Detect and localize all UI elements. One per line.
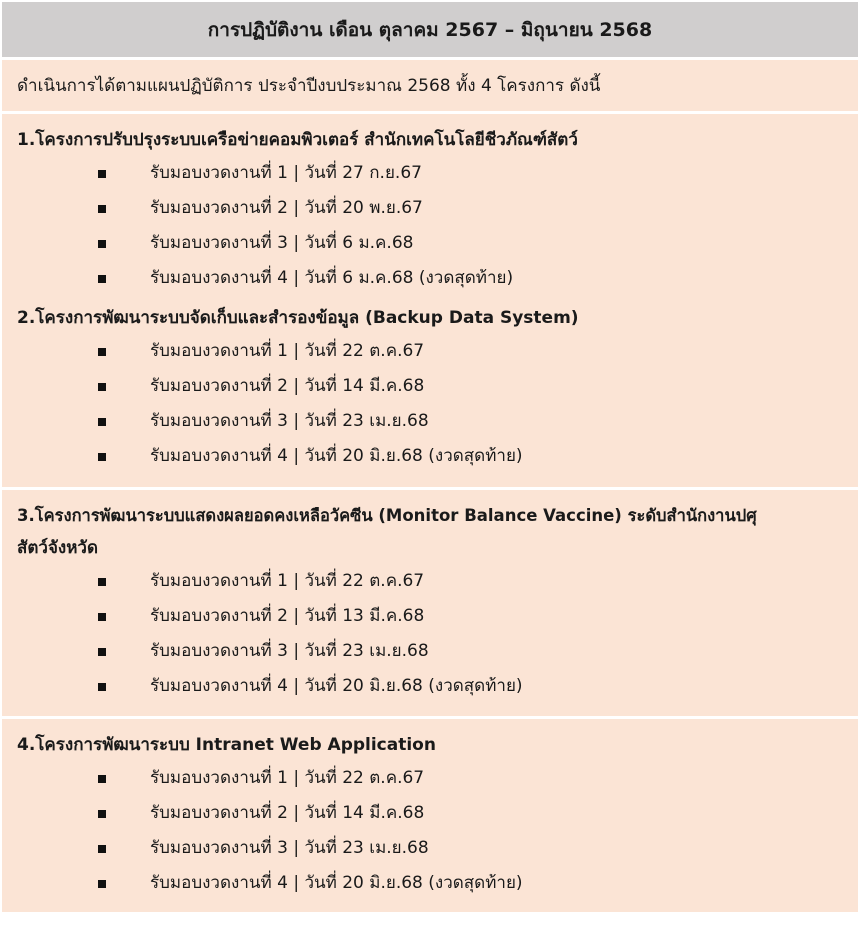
square-bullet-icon bbox=[98, 845, 106, 853]
square-bullet-icon bbox=[98, 648, 106, 656]
milestone-item bbox=[17, 404, 843, 439]
milestone-list bbox=[17, 564, 843, 704]
milestone-text: รับมอบงวดงานที่ 4 | วันที่ 6 ม.ค.68 (งวดสุดท้าย) bbox=[150, 268, 514, 288]
milestone-item bbox=[17, 796, 843, 831]
square-bullet-icon bbox=[98, 578, 106, 586]
milestone-item bbox=[17, 439, 843, 474]
milestone-text: รับมอบงวดงานที่ 3 | วันที่ 23 เม.ย.68 bbox=[150, 838, 429, 858]
square-bullet-icon bbox=[98, 205, 106, 213]
project-1 bbox=[17, 124, 843, 296]
performance-table bbox=[2, 2, 858, 912]
square-bullet-icon bbox=[98, 383, 106, 391]
milestone-item bbox=[17, 669, 843, 704]
milestone-text: รับมอบงวดงานที่ 2 | วันที่ 13 มี.ค.68 bbox=[150, 606, 425, 626]
milestone-text: รับมอบงวดงานที่ 1 | วันที่ 22 ต.ค.67 bbox=[150, 341, 425, 361]
project-3 bbox=[17, 500, 843, 704]
square-bullet-icon bbox=[98, 810, 106, 818]
square-bullet-icon bbox=[98, 275, 106, 283]
project-title: 2.โครงการพัฒนาระบบจัดเก็บและสำรองข้อมูล (Backup Data System) bbox=[17, 308, 579, 328]
milestone-item bbox=[17, 334, 843, 369]
square-bullet-icon bbox=[98, 418, 106, 426]
milestone-text: รับมอบงวดงานที่ 1 | วันที่ 27 ก.ย.67 bbox=[150, 163, 422, 183]
square-bullet-icon bbox=[98, 880, 106, 888]
milestone-text: รับมอบงวดงานที่ 4 | วันที่ 20 มิ.ย.68 (งวดสุดท้าย) bbox=[150, 873, 523, 893]
milestone-item bbox=[17, 191, 843, 226]
milestone-text: รับมอบงวดงานที่ 3 | วันที่ 23 เม.ย.68 bbox=[150, 411, 429, 431]
milestone-item bbox=[17, 226, 843, 261]
project-2 bbox=[17, 302, 843, 474]
square-bullet-icon bbox=[98, 453, 106, 461]
milestone-item bbox=[17, 564, 843, 599]
milestone-text: รับมอบงวดงานที่ 2 | วันที่ 14 มี.ค.68 bbox=[150, 376, 425, 396]
milestone-item bbox=[17, 599, 843, 634]
milestone-item bbox=[17, 369, 843, 404]
project-title: 4.โครงการพัฒนาระบบ Intranet Web Application bbox=[17, 735, 436, 755]
square-bullet-icon bbox=[98, 348, 106, 356]
milestone-list bbox=[17, 761, 843, 901]
project-title-line-2: สัตว์จังหวัด bbox=[17, 538, 99, 558]
milestone-text: รับมอบงวดงานที่ 2 | วันที่ 14 มี.ค.68 bbox=[150, 803, 425, 823]
milestone-item bbox=[17, 761, 843, 796]
project-4 bbox=[17, 729, 843, 901]
milestone-list bbox=[17, 156, 843, 296]
table-header bbox=[2, 2, 858, 60]
square-bullet-icon bbox=[98, 613, 106, 621]
square-bullet-icon bbox=[98, 775, 106, 783]
milestone-item bbox=[17, 261, 843, 296]
square-bullet-icon bbox=[98, 683, 106, 691]
square-bullet-icon bbox=[98, 170, 106, 178]
milestone-list bbox=[17, 334, 843, 474]
intro-row bbox=[2, 60, 858, 114]
milestone-text: รับมอบงวดงานที่ 1 | วันที่ 22 ต.ค.67 bbox=[150, 768, 425, 788]
milestone-text: รับมอบงวดงานที่ 3 | วันที่ 6 ม.ค.68 bbox=[150, 233, 414, 253]
milestone-item bbox=[17, 831, 843, 866]
intro-text: ดำเนินการได้ตามแผนปฏิบัติการ ประจำปีงบประมาณ 2568 ทั้ง 4 โครงการ ดังนี้ bbox=[17, 76, 601, 96]
projects-1-2-cell bbox=[2, 114, 858, 490]
milestone-text: รับมอบงวดงานที่ 3 | วันที่ 23 เม.ย.68 bbox=[150, 641, 429, 661]
project-3-cell bbox=[2, 490, 858, 719]
project-title: 1.โครงการปรับปรุงระบบเครือข่ายคอมพิวเตอร์ สำนักเทคโนโลยีชีวภัณฑ์สัตว์ bbox=[17, 130, 578, 150]
square-bullet-icon bbox=[98, 240, 106, 248]
project-4-cell bbox=[2, 719, 858, 912]
milestone-text: รับมอบงวดงานที่ 2 | วันที่ 20 พ.ย.67 bbox=[150, 198, 423, 218]
page-title: การปฏิบัติงาน เดือน ตุลาคม 2567 – มิถุนายน 2568 bbox=[207, 18, 653, 41]
milestone-text: รับมอบงวดงานที่ 1 | วันที่ 22 ต.ค.67 bbox=[150, 571, 425, 591]
milestone-item bbox=[17, 156, 843, 191]
milestone-item bbox=[17, 634, 843, 669]
milestone-item bbox=[17, 866, 843, 901]
milestone-text: รับมอบงวดงานที่ 4 | วันที่ 20 มิ.ย.68 (งวดสุดท้าย) bbox=[150, 446, 523, 466]
project-title-line-1: 3.โครงการพัฒนาระบบแสดงผลยอดคงเหลือวัคซีน (Monitor Balance Vaccine) ระดับสำนักงานปศุ bbox=[17, 506, 757, 525]
milestone-text: รับมอบงวดงานที่ 4 | วันที่ 20 มิ.ย.68 (งวดสุดท้าย) bbox=[150, 676, 523, 696]
